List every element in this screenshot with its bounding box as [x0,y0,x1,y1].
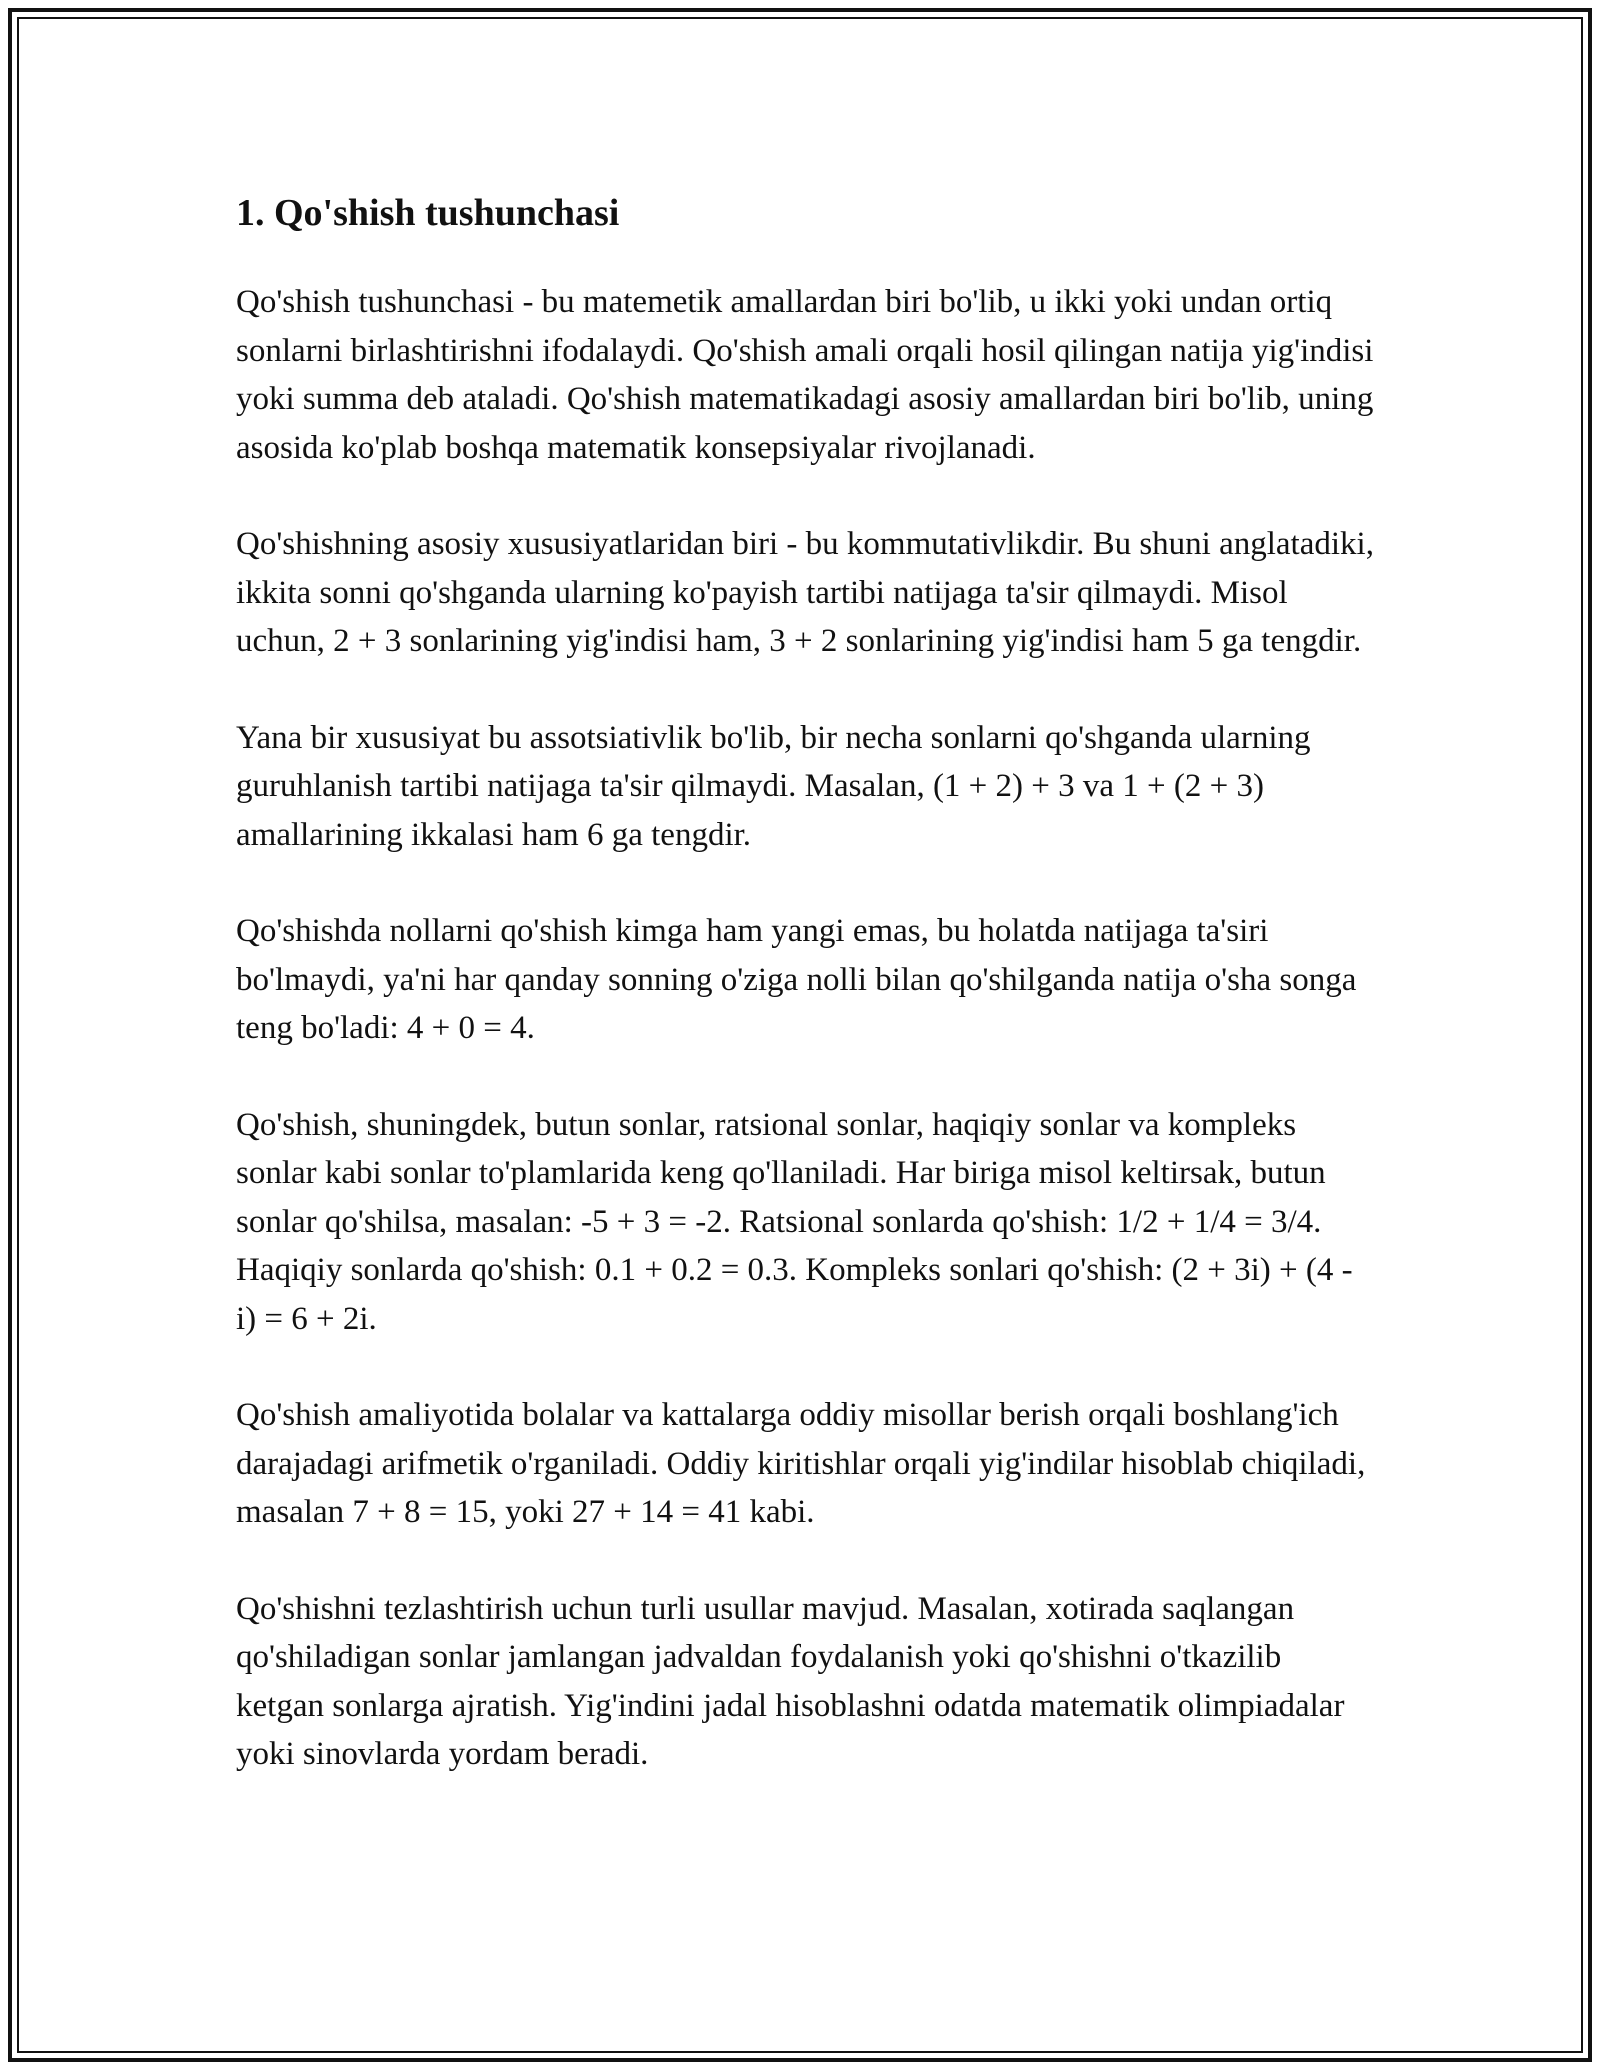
paragraph-speed-methods: Qo'shishni tezlashtirish uchun turli usullar mavjud. Masalan, xotirada saqlangan qo'shiladigan sonlar jamlangan jadvaldan foydalanish yoki qo'shishni o'tkazilib ketgan sonlarga ajratish. Yig'indini jadal hisoblashni odatda matematik olimpiadalar yoki sinovlarda yordam beradi. [236,1590,1345,1772]
paragraph-commutativity: Qo'shishning asosiy xususiyatlaridan biri - bu kommutativlikdir. Bu shuni anglatadiki, ikkita sonni qo'shganda ularning ko'payish tartibi natijaga ta'sir qilmaydi. Misol uchun, 2 + 3 sonlarining yig'indisi ham, 3 + 2 sonlarining yig'indisi ham 5 ga tengdir. [236,526,1374,659]
paragraph-zero-addition: Qo'shishda nollarni qo'shish kimga ham yangi emas, bu holatda natijaga ta'siri bo'lmaydi, ya'ni har qanday sonning o'ziga nolli bilan qo'shilganda natija o'sha songa teng bo'ladi: 4 + 0 = 4. [236,913,1357,1046]
paragraph-practice: Qo'shish amaliyotida bolalar va kattalarga oddiy misollar berish orqali boshlang'ich darajadagi arifmetik o'rganiladi. Oddiy kiritishlar orqali yig'indilar hisoblab chiqiladi, masalan 7 + 8 = 15, yoki 27 + 14 = 41 kabi. [236,1397,1366,1530]
paragraph-number-sets: Qo'shish, shuningdek, butun sonlar, ratsional sonlar, haqiqiy sonlar va kompleks sonlar kabi sonlar to'plamlarida keng qo'llaniladi. Har biriga misol keltirsak, butun sonlar qo'shilsa, masalan: -5 + 3 = -2. Ratsional sonlarda qo'shish: 1/2 + 1/4 = 3/4. Haqiqiy sonlarda qo'shish: 0.1 + 0.2 = 0.3. Kompleks sonlari qo'shish: (2 + 3i) + (4 - i) = 6 + 2i. [236,1106,1353,1337]
paragraph-associativity: Yana bir xususiyat bu assotsiativlik bo'lib, bir necha sonlarni qo'shganda ularning guruhlanish tartibi natijaga ta'sir qilmaydi. Masalan, (1 + 2) + 3 va 1 + (2 + 3) amallarining ikkalasi ham 6 ga tengdir. [236,719,1311,853]
paragraph-definition: Qo'shish tushunchasi - bu matemetik amallardan biri bo'lib, u ikki yoki undan ortiq sonlarni birlashtirishni ifodalaydi. Qo'shish amali orqali hosil qilingan natija yig'indisi yoki summa deb ataladi. Qo'shish matematikadagi asosiy amallardan biri bo'lib, uning asosida ko'plab boshqa matematik konsepsiyalar rivojlanadi. [236,284,1374,466]
section-heading: 1. Qo'shish tushunchasi [236,192,620,234]
document-body [236,186,1376,1827]
